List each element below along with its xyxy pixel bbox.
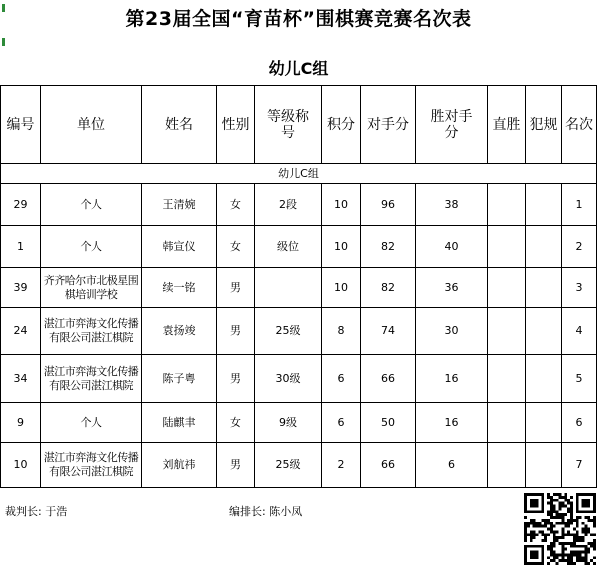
cell-unit: 个人 [41,184,142,226]
cell-level: 9级 [255,403,322,443]
cell-level: 25级 [255,443,322,488]
cell-direct [488,403,526,443]
header-rank: 名次 [562,86,597,164]
cell-no: 34 [1,355,41,403]
cell-foul [526,308,562,355]
cell-points: 2 [322,443,361,488]
cell-win-opp: 40 [416,226,488,268]
cell-no: 24 [1,308,41,355]
header-gender: 性别 [217,86,255,164]
cell-gender: 女 [217,403,255,443]
table-body [1,184,597,488]
cell-win-opp: 36 [416,268,488,308]
cell-no: 39 [1,268,41,308]
cell-opp-score: 66 [361,355,416,403]
header-points: 积分 [322,86,361,164]
cell-opp-score: 96 [361,184,416,226]
cell-points: 8 [322,308,361,355]
header-direct: 直胜 [488,86,526,164]
cell-win-opp: 16 [416,403,488,443]
cell-unit: 湛江市弈海文化传播有限公司湛江棋院 [41,308,142,355]
table-row [1,403,597,443]
cell-foul [526,268,562,308]
cell-win-opp: 16 [416,355,488,403]
cell-direct [488,308,526,355]
cell-points: 6 [322,355,361,403]
header-foul: 犯规 [526,86,562,164]
table-row [1,443,597,488]
cell-unit: 个人 [41,226,142,268]
cell-opp-score: 50 [361,403,416,443]
cell-direct [488,268,526,308]
cell-direct [488,355,526,403]
cell-name: 韩宣仪 [142,226,217,268]
cell-level: 级位 [255,226,322,268]
qr-code [524,493,596,565]
cell-win-opp: 6 [416,443,488,488]
cell-points: 10 [322,226,361,268]
group-title: 幼儿C组 [268,59,329,78]
cell-points: 6 [322,403,361,443]
header-opp-score: 对手分 [361,86,416,164]
cell-points: 10 [322,184,361,226]
cell-gender: 女 [217,226,255,268]
cell-direct [488,443,526,488]
cell-gender: 男 [217,308,255,355]
edge-mark [2,4,5,12]
cell-gender: 男 [217,443,255,488]
chief-arranger: 编排长: 陈小凤 [229,505,303,518]
cell-rank: 6 [562,403,597,443]
table-row [1,226,597,268]
group-row-label: 幼儿C组 [1,164,597,184]
header-win-opp: 胜对手分 [416,86,488,164]
cell-no: 29 [1,184,41,226]
table-row [1,268,597,308]
cell-name: 刘航祎 [142,443,217,488]
cell-unit: 齐齐哈尔市北极星围棋培训学校 [41,268,142,308]
results-table [0,85,597,488]
cell-level: 2段 [255,184,322,226]
header-name: 姓名 [142,86,217,164]
cell-win-opp: 30 [416,308,488,355]
cell-win-opp: 38 [416,184,488,226]
cell-foul [526,355,562,403]
cell-name: 陈子粤 [142,355,217,403]
cell-opp-score: 82 [361,268,416,308]
cell-name: 王清婉 [142,184,217,226]
chief-judge: 裁判长: 于浩 [5,505,68,518]
cell-name: 袁扬竣 [142,308,217,355]
cell-foul [526,226,562,268]
edge-mark [2,38,5,46]
header-unit: 单位 [41,86,142,164]
cell-no: 1 [1,226,41,268]
header-level: 等级称号 [255,86,322,164]
table-row [1,308,597,355]
cell-rank: 4 [562,308,597,355]
cell-opp-score: 82 [361,226,416,268]
cell-rank: 2 [562,226,597,268]
cell-foul [526,403,562,443]
cell-foul [526,184,562,226]
cell-foul [526,443,562,488]
cell-opp-score: 66 [361,443,416,488]
cell-rank: 7 [562,443,597,488]
cell-no: 10 [1,443,41,488]
table-row [1,184,597,226]
group-row [1,164,597,184]
cell-direct [488,226,526,268]
header-row [1,86,597,164]
cell-direct [488,184,526,226]
cell-rank: 3 [562,268,597,308]
cell-name: 陆麒聿 [142,403,217,443]
cell-level: 30级 [255,355,322,403]
cell-name: 续一铭 [142,268,217,308]
cell-points: 10 [322,268,361,308]
cell-level [255,268,322,308]
cell-rank: 5 [562,355,597,403]
cell-no: 9 [1,403,41,443]
cell-unit: 个人 [41,403,142,443]
cell-unit: 湛江市弈海文化传播有限公司湛江棋院 [41,443,142,488]
cell-gender: 男 [217,268,255,308]
cell-gender: 男 [217,355,255,403]
cell-unit: 湛江市弈海文化传播有限公司湛江棋院 [41,355,142,403]
page-title: 第23届全国“育苗杯”围棋赛竞赛名次表 [125,8,472,30]
cell-gender: 女 [217,184,255,226]
cell-level: 25级 [255,308,322,355]
header-no: 编号 [1,86,41,164]
cell-rank: 1 [562,184,597,226]
cell-opp-score: 74 [361,308,416,355]
table-row [1,355,597,403]
